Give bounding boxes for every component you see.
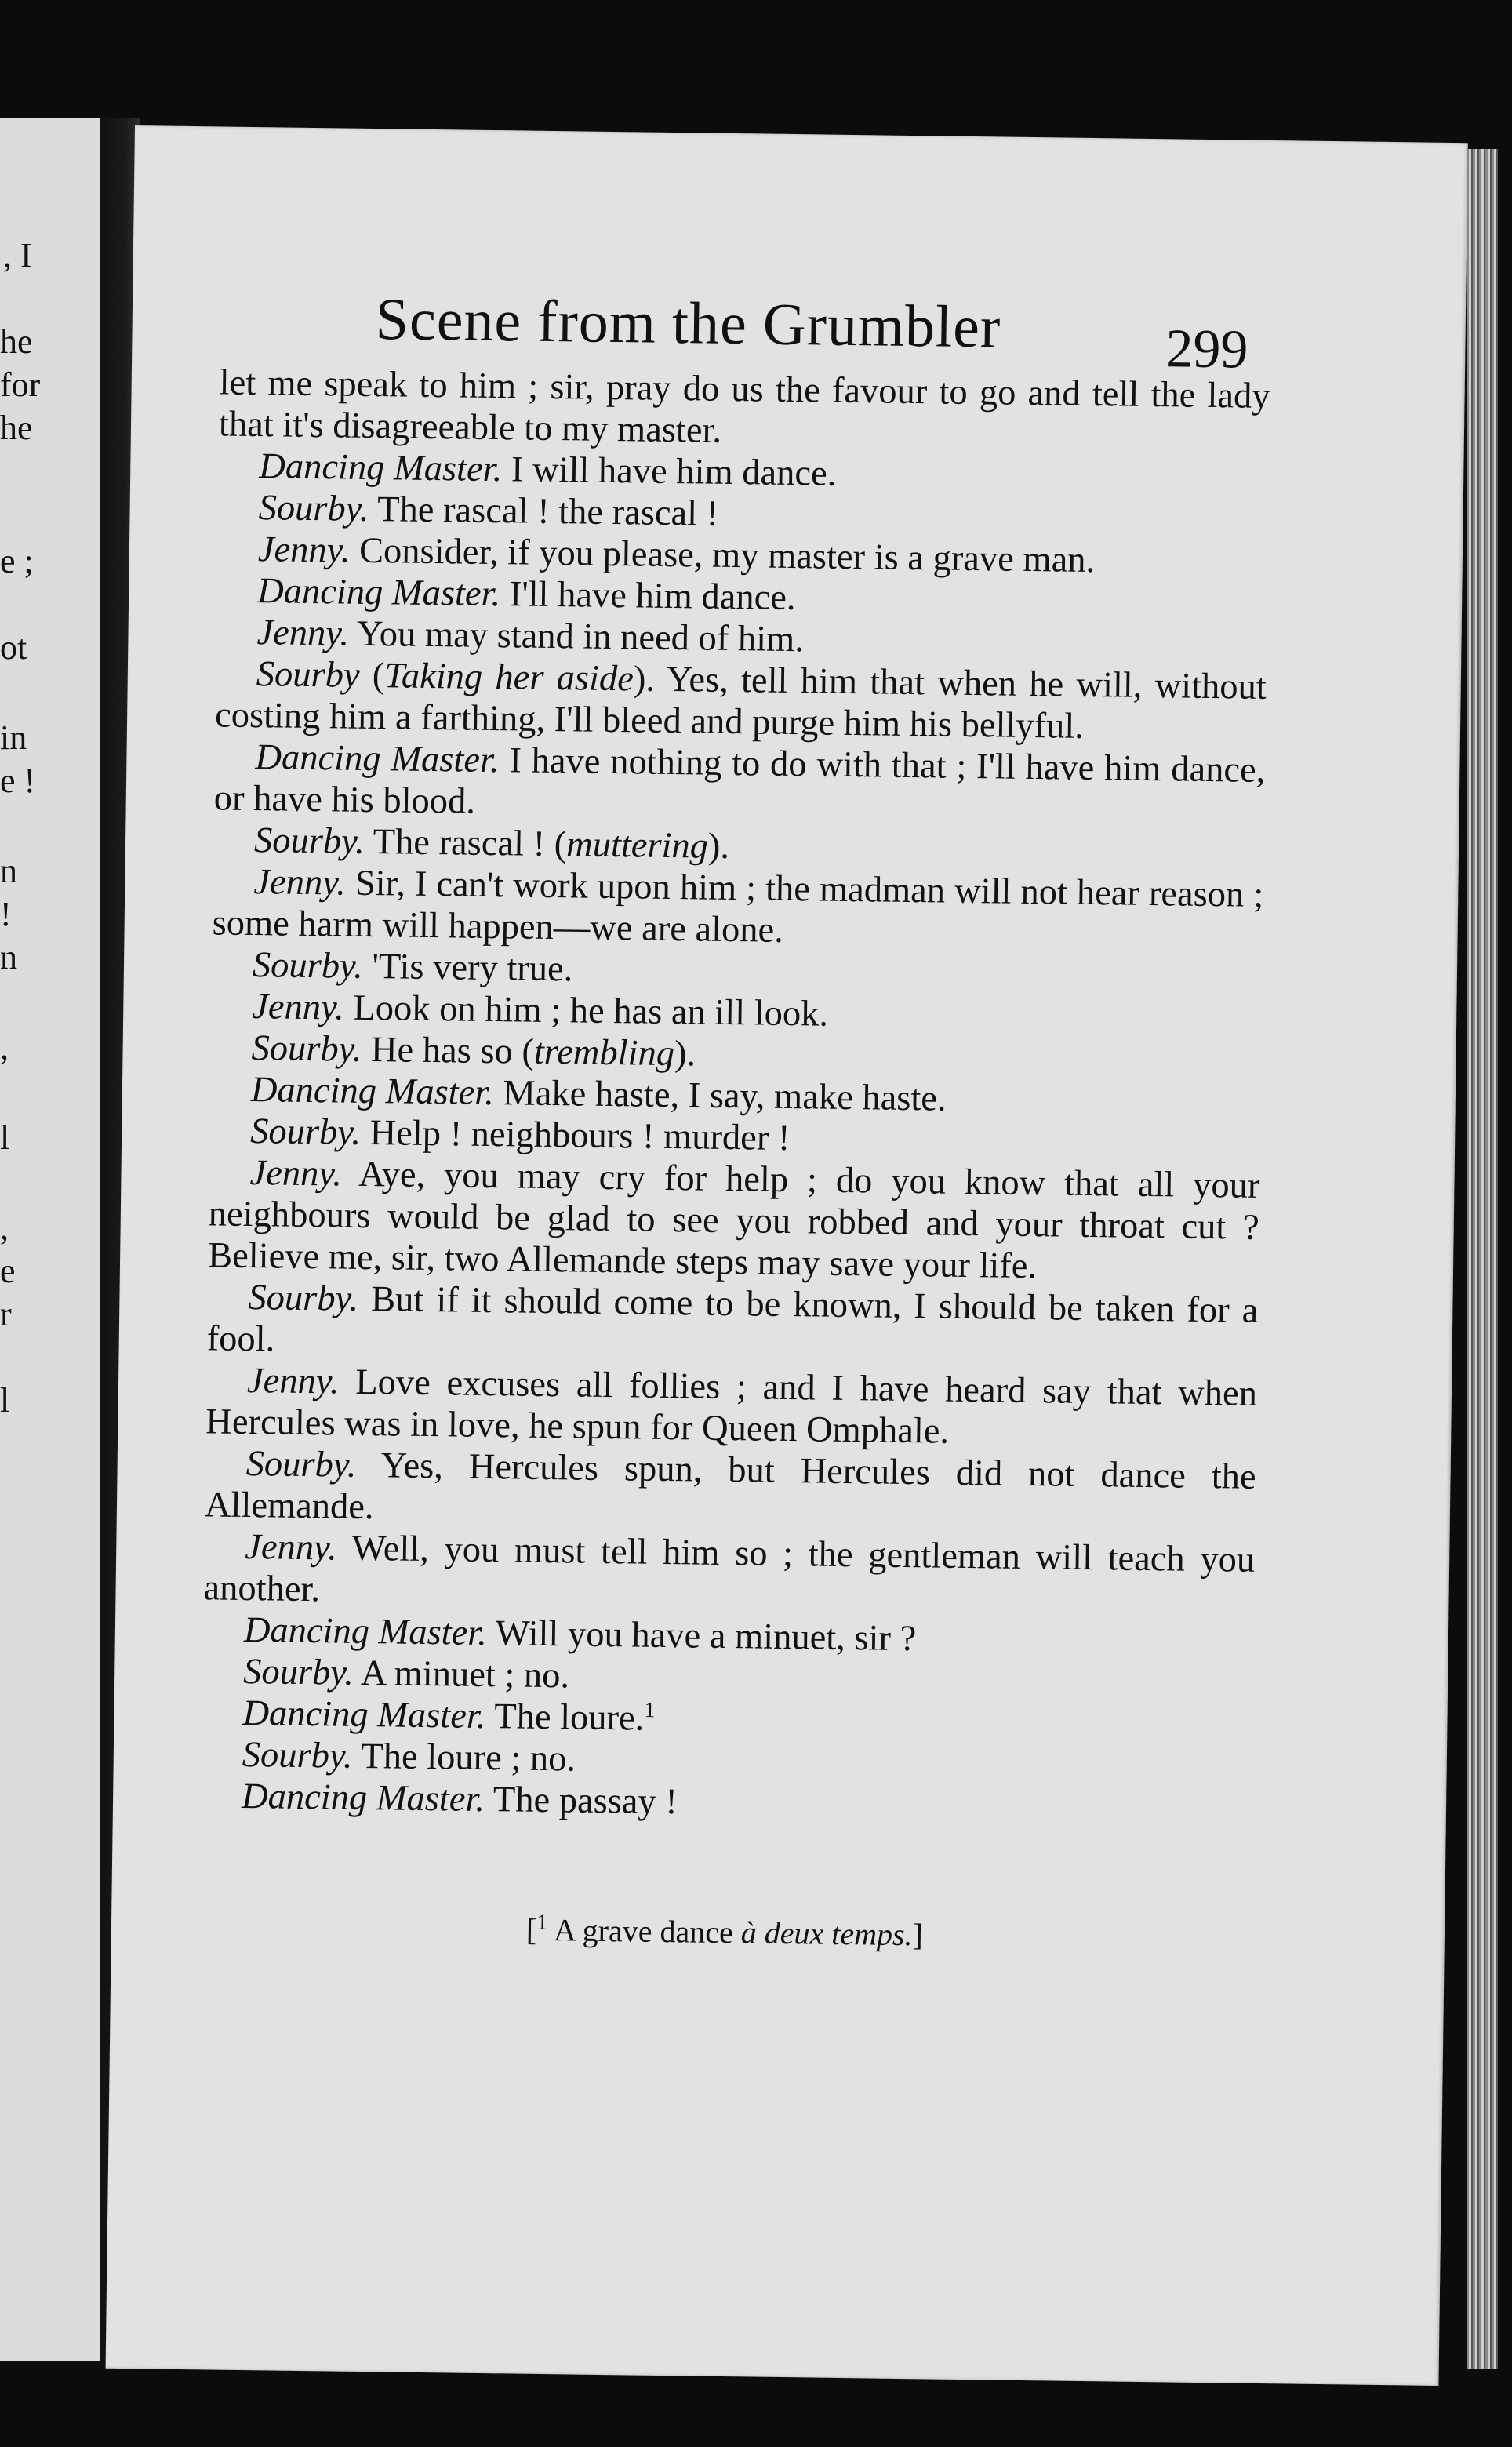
speech-text: Yes, Hercules spun, but Hercules did not dance the Allemande. [204,1445,1256,1528]
speech-text: I will have him dance. [501,449,837,494]
speech-text: You may stand in need of him. [348,613,805,660]
previous-page-edge [0,118,114,2361]
speaker-name: Sourby. [245,1444,357,1485]
speaker-name: Jenny. [257,529,351,571]
left-page-fragment: n [0,938,17,976]
dialogue-paragraph [203,1525,1255,1623]
speaker-name: Sourby [256,654,360,696]
speech-text: Aye, you may cry for help ; do you know that all your neighbours would be glad to see you robbed and your throat cut ? Believe me, sir, two Allemande steps may save your life. [207,1154,1260,1287]
speech-text: But if it should come to be known, I should be taken for a fool. [206,1278,1259,1360]
speaker-name: Dancing Master. [258,446,503,490]
speech-text: ( [359,655,385,696]
speech-text: The loure. [485,1696,645,1739]
dialogue-paragraph [205,1442,1256,1540]
speech-text: Consider, if you please, my master is a grave man. [350,530,1096,581]
footnote-marker: 1 [536,1910,548,1935]
speaker-name: Dancing Master. [255,737,500,781]
speaker-name: Sourby. [253,820,365,862]
speaker-name: Sourby. [242,1734,353,1776]
left-page-fragment: he [0,322,33,361]
speaker-name: Sourby. [251,1028,362,1070]
speaker-name: Dancing Master. [241,1776,485,1820]
speech-text: Sir, I can't work upon him ; the madman will not hear reason ; some harm will happen—we are alone. [212,863,1264,951]
speaker-name: Sourby. [248,1278,359,1319]
stage-direction: muttering [565,824,709,867]
footnote-italic: à deux temps. [740,1914,913,1953]
speech-text: I'll have him dance. [500,574,796,619]
left-page-fragment: he [0,409,33,447]
speaker-name: Jenny. [256,613,350,654]
left-page-fragment: in [0,718,27,757]
speech-text: Well, you must tell him so ; the gentleman will teach you another. [203,1528,1256,1610]
speech-text: The passay ! [484,1780,678,1823]
stage-direction: trembling [533,1031,675,1074]
book-page [106,125,1468,2386]
dialogue-paragraph [219,362,1270,459]
left-page-fragment: l [0,1381,10,1420]
left-page-fragment: e ! [0,762,36,800]
page-stack-edges [1467,149,1498,2369]
speaker-name: Dancing Master. [242,1693,486,1737]
speech-text: ). Yes, tell him that when he will, without costing him a farthing, I'll bleed and purge him his bellyful. [214,659,1267,747]
speech-text: Will you have a minuet, sir ? [486,1613,917,1660]
speech-text: Make haste, I say, make haste. [493,1073,947,1119]
speaker-name: Jenny. [246,1361,340,1402]
speech-text: The rascal ! ( [364,821,567,865]
left-page-fragment: r [0,1295,12,1333]
speaker-name: Jenny. [253,862,347,904]
stage-direction: Taking her aside [384,656,634,700]
left-page-fragment: , [0,1209,9,1247]
speaker-name: Dancing Master. [256,571,501,615]
dialogue-paragraph [205,1359,1257,1456]
footnote-open-bracket: [ [525,1911,537,1947]
dialogue-paragraph [213,736,1265,833]
speaker-name: Dancing Master. [243,1609,488,1654]
left-page-fragment: l [0,1118,10,1157]
speech-text: Help ! neighbours ! murder ! [360,1112,791,1159]
left-page-fragment: e [0,1252,16,1290]
footnote [199,1907,1251,1958]
left-page-fragment: n [0,852,17,890]
speech-text: ). [707,826,730,867]
left-page-fragment: , [0,1028,9,1067]
speech-text: ). [674,1034,696,1074]
speech-text: He has so ( [362,1029,535,1072]
speech-text: 'Tis very true. [362,946,573,990]
speaker-name: Sourby. [252,945,364,987]
footnote-close-bracket: ] [912,1917,924,1953]
speaker-name: Jenny. [251,987,345,1028]
speaker-name: Sourby. [242,1651,354,1693]
dialogue-paragraph [212,860,1263,958]
speech-text: The rascal ! the rascal ! [369,489,719,534]
page-number: 299 [1165,318,1248,380]
speaker-name: Sourby. [249,1111,362,1153]
left-page-fragment: ot [0,628,27,667]
left-page-fragment: , I [3,236,32,275]
running-head: Scene from the Grumbler [375,286,1001,361]
dialogue-paragraph [215,653,1267,750]
footnote-reference: 1 [644,1698,656,1723]
speaker-name: Sourby. [258,488,369,529]
speech-text: The loure ; no. [352,1736,576,1780]
speech-text: Look on him ; he has an ill look. [343,987,829,1034]
dialogue-paragraph [208,1151,1260,1290]
footnote-text: A grave dance [547,1912,742,1951]
speech-text: A minuet ; no. [353,1653,570,1696]
speech-text: I have nothing to do with that ; I'll have him dance, or have his blood. [213,740,1266,822]
speech-text: Love excuses all follies ; and I have heard say that when Hercules was in love, he spun for Queen Omphale. [205,1362,1258,1452]
speaker-name: Dancing Master. [250,1070,495,1114]
left-page-fragment: ! [0,895,12,933]
speaker-name: Jenny. [249,1153,343,1194]
dialogue-text [201,362,1270,1830]
left-page-fragment: for [0,365,41,404]
dialogue-paragraph [206,1276,1258,1373]
speech-text: let me speak to him ; sir, pray do us the favour to go and tell the lady that it's disagreeable to my master. [218,362,1270,451]
speaker-name: Jenny. [244,1526,338,1569]
left-page-fragment: e ; [0,542,34,580]
